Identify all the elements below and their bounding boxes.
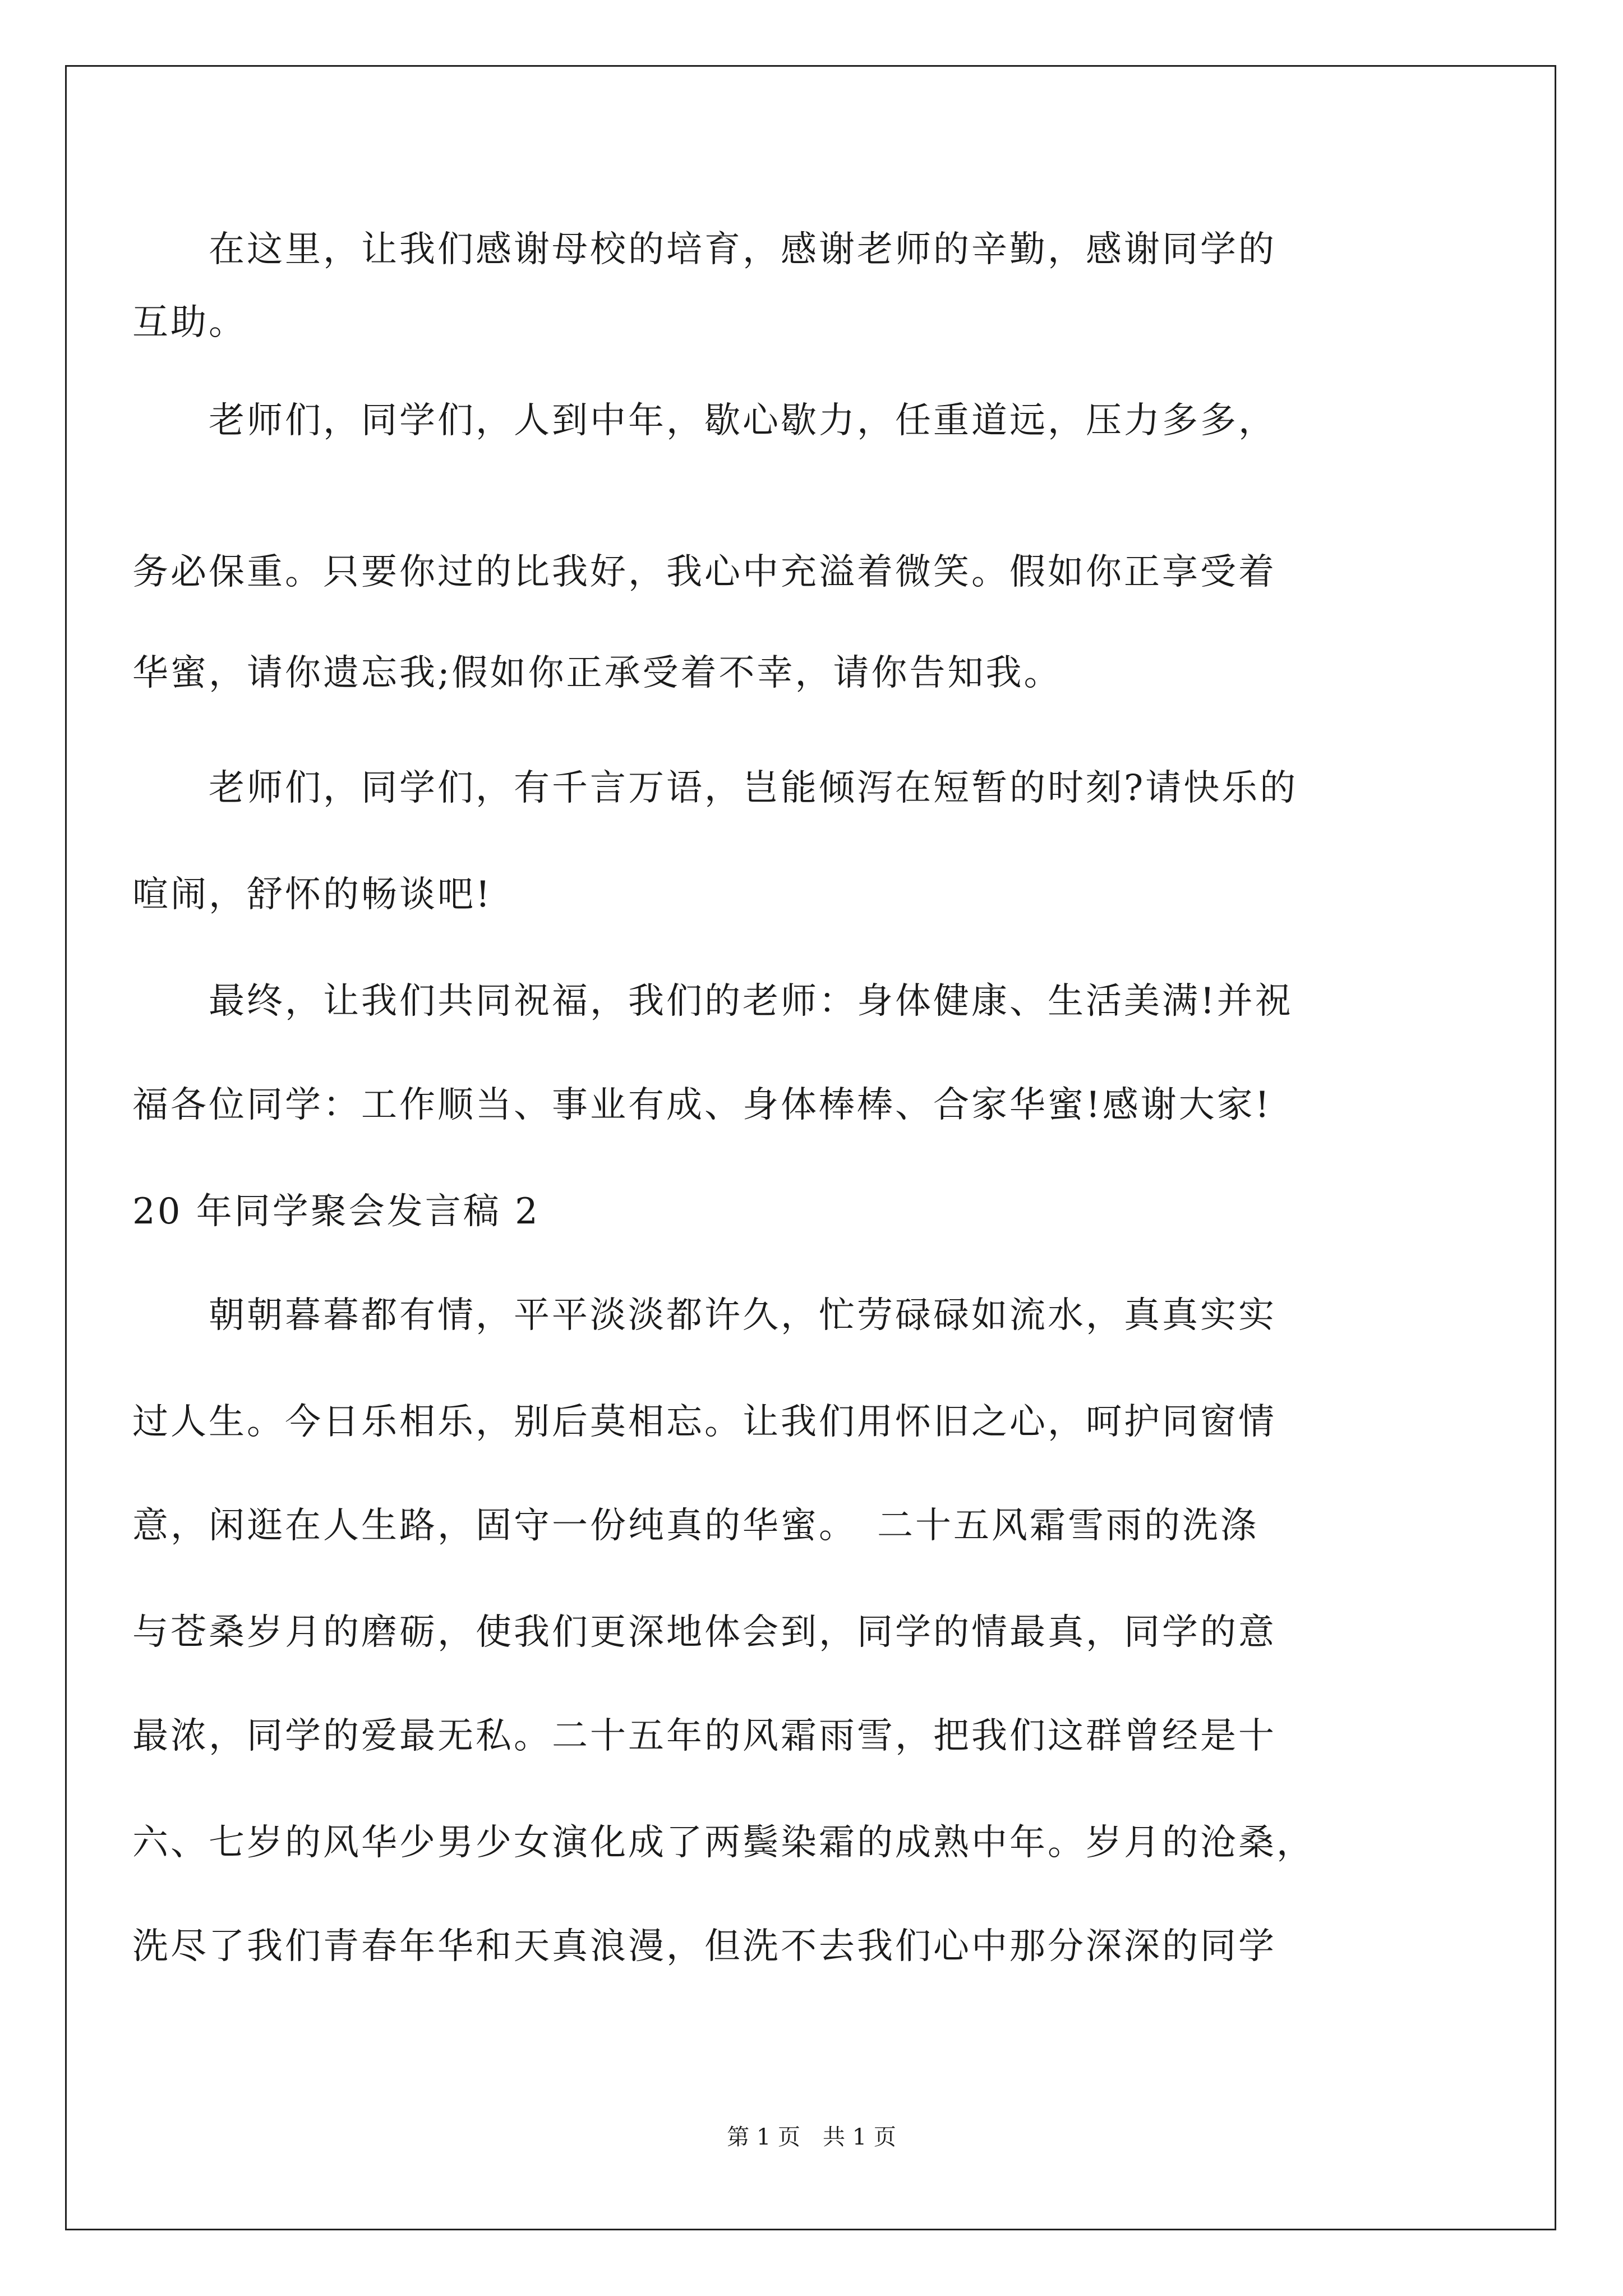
text-line: 最浓，同学的爱最无私。二十五年的风霜雨雪，把我们这群曾经是十 (132, 1715, 1276, 1757)
text-line: 在这里，让我们感谢母校的培育，感谢老师的辛勤，感谢同学的 (132, 229, 1276, 270)
text-line: 洗尽了我们青春年华和天真浪漫，但洗不去我们心中那分深深的同学 (132, 1926, 1276, 1967)
text-line: 过人生。今日乐相乐，别后莫相忘。让我们用怀旧之心，呵护同窗情 (132, 1401, 1276, 1443)
text-line: 六、七岁的风华少男少女演化成了两鬓染霜的成熟中年。岁月的沧桑， (132, 1822, 1315, 1864)
text-line: 互助。 (132, 302, 247, 343)
text-line: 福各位同学：工作顺当、事业有成、身体棒棒、合家华蜜!感谢大家! (132, 1084, 1272, 1126)
text-line: 朝朝暮暮都有情，平平淡淡都许久，忙劳碌碌如流水，真真实实 (132, 1295, 1276, 1336)
section-heading: 20 年同学聚会发言稿 2 (132, 1191, 540, 1232)
text-line: 最终，让我们共同祝福，我们的老师：身体健康、生活美满!并祝 (132, 981, 1293, 1022)
text-line: 务必保重。只要你过的比我好，我心中充溢着微笑。假如你正享受着 (132, 551, 1276, 593)
text-line: 华蜜，请你遗忘我;假如你正承受着不幸，请你告知我。 (132, 652, 1062, 694)
text-line: 意，闲逛在人生路，固守一份纯真的华蜜。 二十五风霜雪雨的洗涤 (132, 1505, 1258, 1547)
text-line: 老师们，同学们，人到中年，歇心歇力，任重道远，压力多多， (132, 400, 1276, 441)
page-border (65, 65, 1556, 2230)
text-line: 老师们，同学们，有千言万语，岂能倾泻在短暂的时刻?请快乐的 (132, 767, 1298, 809)
text-line: 与苍桑岁月的磨砺，使我们更深地体会到，同学的情最真，同学的意 (132, 1612, 1276, 1653)
text-line: 喧闹，舒怀的畅谈吧! (132, 874, 492, 915)
page-number: 第 1 页 共 1 页 (727, 2124, 896, 2150)
